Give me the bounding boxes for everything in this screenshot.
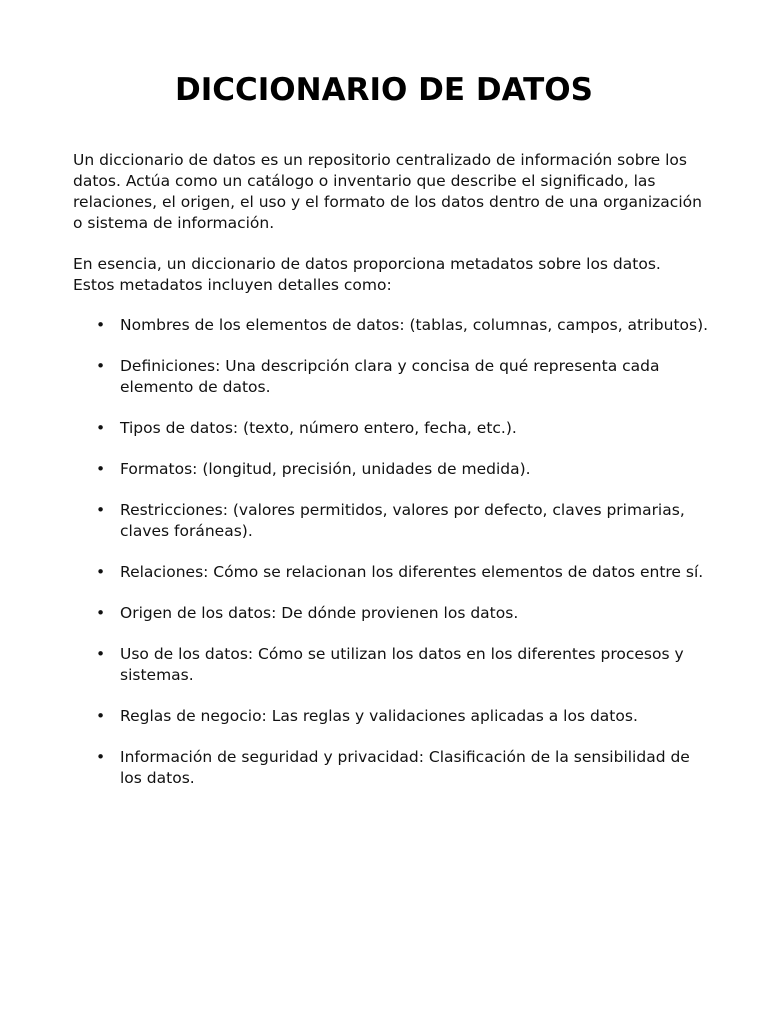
list-item — [0, 315, 710, 336]
list-item-text: Origen de los datos: De dónde provienen los datos. — [120, 604, 519, 622]
bullet-icon: • — [96, 604, 106, 622]
bullet-icon: • — [96, 419, 106, 437]
intro-paragraph: Un diccionario de datos es un repositorio centralizado de información sobre los datos. Actúa como un catálogo o inventario que describe el significado, las relaciones, el origen, el uso y el formato de los datos dentro de una organización o sistema de información. — [73, 151, 702, 232]
list-item-text: Tipos de datos: (texto, número entero, fecha, etc.). — [120, 419, 517, 437]
bullet-icon: • — [96, 645, 106, 663]
list-item — [0, 644, 710, 686]
list-item — [0, 747, 710, 789]
list-item-text: Relaciones: Cómo se relacionan los diferentes elementos de datos entre sí. — [120, 563, 704, 581]
page-title: DICCIONARIO DE DATOS — [175, 72, 593, 108]
metadata-list — [0, 315, 768, 809]
bullet-icon: • — [96, 707, 106, 725]
list-item — [0, 418, 710, 439]
list-item-text: Reglas de negocio: Las reglas y validaciones aplicadas a los datos. — [120, 707, 638, 725]
list-item — [0, 603, 710, 624]
list-item-text: Nombres de los elementos de datos: (tablas, columnas, campos, atributos). — [120, 316, 709, 334]
bullet-icon: • — [96, 460, 106, 478]
metadata-paragraph: En esencia, un diccionario de datos proporciona metadatos sobre los datos. Estos metadatos incluyen detalles como: — [73, 255, 661, 294]
list-item-text: Restricciones: (valores permitidos, valores por defecto, claves primarias, claves foráneas). — [120, 501, 685, 540]
list-item — [0, 706, 710, 727]
list-item — [0, 459, 710, 480]
list-item-text: Definiciones: Una descripción clara y concisa de qué representa cada elemento de datos. — [120, 357, 660, 396]
bullet-icon: • — [96, 357, 106, 375]
bullet-icon: • — [96, 316, 106, 334]
list-item-text: Formatos: (longitud, precisión, unidades de medida). — [120, 460, 531, 478]
list-item — [0, 500, 710, 542]
list-item — [0, 356, 710, 398]
list-item-text: Uso de los datos: Cómo se utilizan los datos en los diferentes procesos y sistemas. — [120, 645, 684, 684]
bullet-icon: • — [96, 563, 106, 581]
bullet-icon: • — [96, 748, 106, 766]
bullet-icon: • — [96, 501, 106, 519]
list-item — [0, 562, 710, 583]
list-item-text: Información de seguridad y privacidad: Clasificación de la sensibilidad de los datos. — [120, 748, 690, 787]
